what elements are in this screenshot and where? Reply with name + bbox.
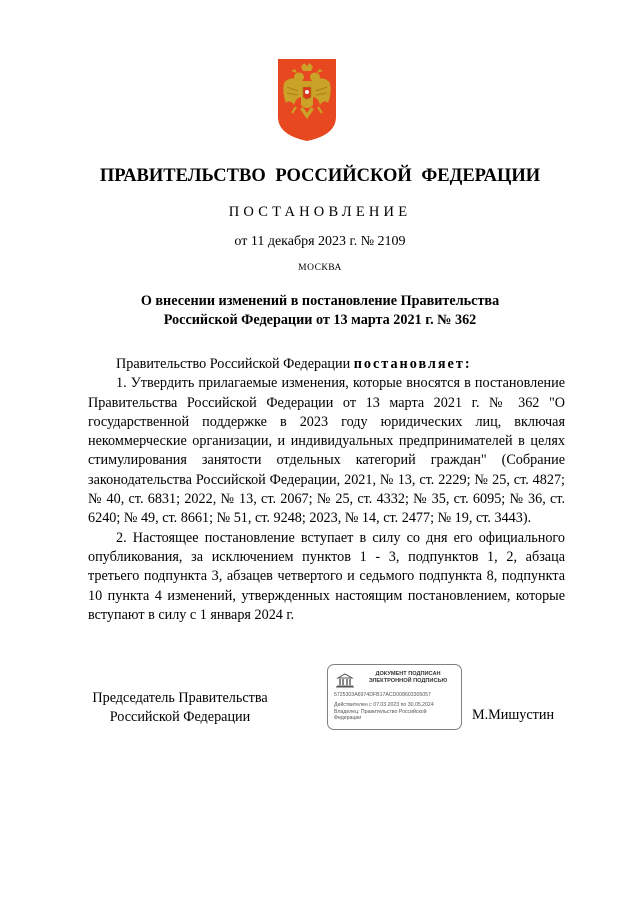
electronic-signature-stamp bbox=[327, 664, 462, 730]
stamp-owner-line-2: Федерации bbox=[334, 715, 362, 721]
stamp-owner-line-1: Владелец: Правительство Российской bbox=[334, 709, 427, 715]
decree-subject bbox=[90, 292, 550, 330]
position-line-2: Российской Федерации bbox=[109, 709, 251, 725]
decree-date-number: от 11 декабря 2023 г. № 2109 bbox=[234, 234, 406, 249]
signatory-name: М.Мишустин bbox=[472, 707, 555, 723]
signatory-position bbox=[80, 689, 280, 727]
position-line-1: Председатель Правительства bbox=[92, 690, 268, 706]
building-icon bbox=[335, 672, 355, 688]
preamble bbox=[88, 355, 565, 374]
stamp-title bbox=[358, 671, 458, 685]
coat-of-arms-icon bbox=[276, 57, 338, 143]
preamble-text: Правительство Российской Федерации bbox=[116, 356, 354, 372]
city: МОСКВА bbox=[298, 263, 342, 273]
subject-line-1: О внесении изменений в постановление Правительства bbox=[140, 293, 500, 309]
government-title: ПРАВИТЕЛЬСТВО РОССИЙСКОЙ ФЕДЕРАЦИИ bbox=[99, 166, 541, 186]
item-1: 1. Утвердить прилагаемые изменения, которые вносятся в постановление Правительства Российской Федерации от 13 марта 2021 г. № 362 "О государственной поддержке в 2023 году юридических лиц, включая некоммерческие организации, и индивидуальных предпринимателей в целях стимулирования занятости отдельных категорий граждан" (Собрание законодательства Российской Федерации, 2021, № 13, ст. 2229; № 25, ст. 4827; № 40, ст. 6831; 2022, № 13, ст. 2067; № 25, ст. 4332; № 35, ст. 6095; № 36, ст. 6240; № 49, ст. 8661; № 51, ст. 9248; 2023, № 14, ст. 2477; № 19, ст. 3443). bbox=[88, 375, 565, 527]
stamp-serial: 5725303A6974DFB17ACD008603305057 bbox=[334, 692, 431, 698]
stamp-title-line-1: ДОКУМЕНТ ПОДПИСАН bbox=[375, 671, 441, 677]
subject-line-2: Российской Федерации от 13 марта 2021 г. № 362 bbox=[163, 312, 477, 328]
item-2: 2. Настоящее постановление вступает в силу со дня его официального опубликования, за исключением пунктов 1 - 3, подпунктов 1, 2, абзаца третьего подпункта 3, абзацев четвертого и седьмого подпункта 8, подпункта 10 пункта 4 изменений, утвержденных настоящим постановлением, которые вступают в силу с 1 января 2024 г. bbox=[88, 529, 565, 623]
preamble-resolves: постановляет: bbox=[353, 356, 472, 372]
decree-body bbox=[88, 355, 565, 625]
document-type: ПОСТАНОВЛЕНИЕ bbox=[228, 204, 412, 220]
stamp-title-line-2: ЭЛЕКТРОННОЙ ПОДПИСЬЮ bbox=[368, 678, 448, 684]
stamp-validity: Действителен с 07.03.2023 по 30.05.2024 bbox=[334, 702, 434, 708]
